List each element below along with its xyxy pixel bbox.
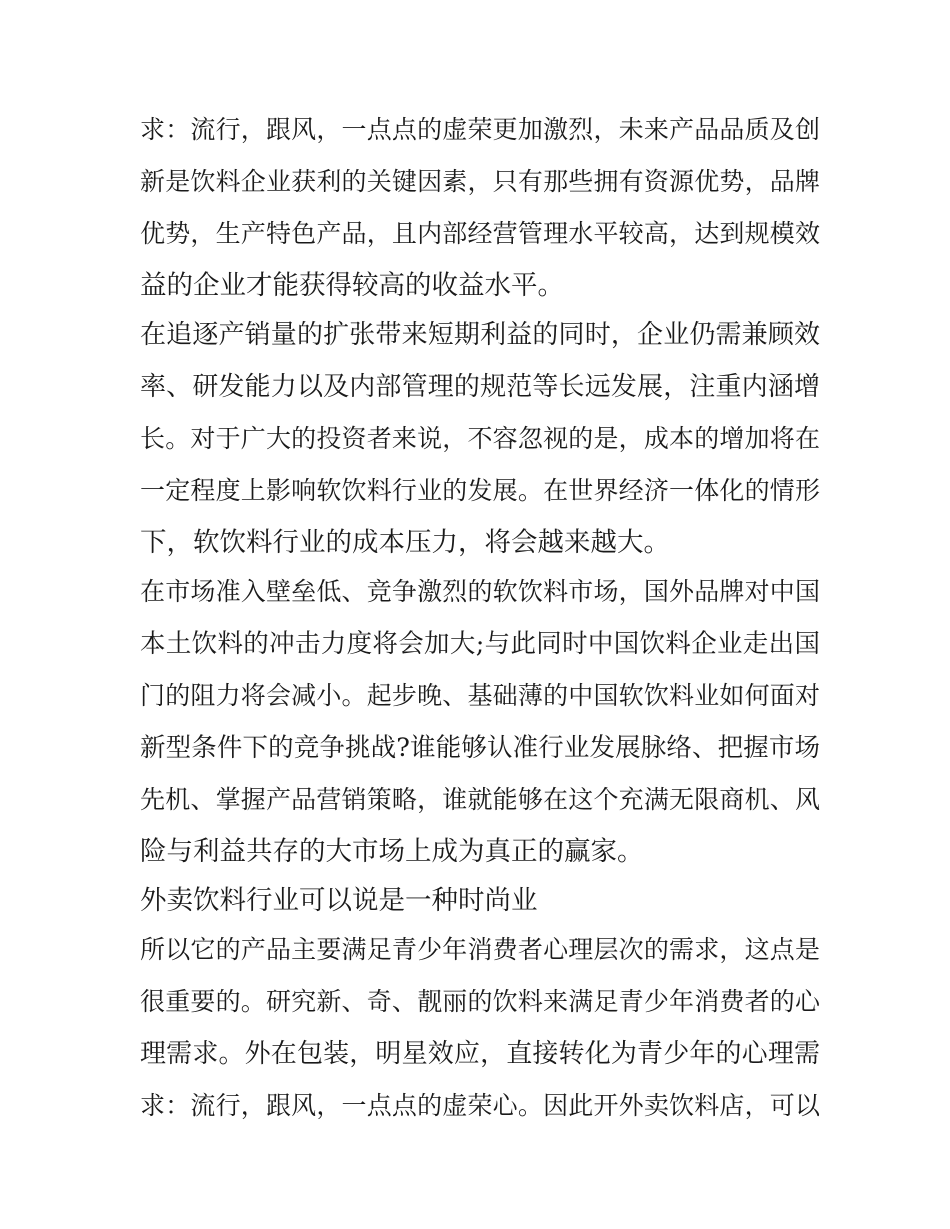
text-line: 门的阻力将会减小。起步晚、基础薄的中国软饮料业如何面对: [140, 681, 820, 710]
text-line: 下，软饮料行业的成本压力，将会越来越大。: [140, 527, 670, 558]
text-line: 求：流行，跟风，一点点的虚荣更加激烈，未来产品品质及创: [140, 115, 820, 144]
text-line: 率、研发能力以及内部管理的规范等长远发展，注重内涵增: [140, 372, 820, 402]
text-line: 新型条件下的竞争挑战?谁能够认准行业发展脉络、把握市场: [140, 733, 820, 763]
text-line: 新是饮料企业获利的关键因素，只有那些拥有资源优势，品牌: [140, 167, 820, 196]
text-line: 在追逐产销量的扩张带来短期利益的同时，企业仍需兼顾效: [140, 320, 820, 350]
text-line: 本土饮料的冲击力度将会加大;与此同时中国饮料企业走出国: [140, 629, 820, 659]
text-line: 理需求。外在包装，明星效应，直接转化为青少年的心理需: [140, 1039, 820, 1069]
text-line: 长。对于广大的投资者来说，不容忽视的是，成本的增加将在: [140, 424, 820, 453]
text-line: 优势，生产特色产品，且内部经营管理水平较高，达到规模效: [140, 219, 820, 248]
text-line: 一定程度上影响软饮料行业的发展。在世界经济一体化的情形: [140, 476, 820, 505]
text-line: 外卖饮料行业可以说是一种时尚业: [140, 885, 538, 916]
text-line: 很重要的。研究新、奇、靓丽的饮料来满足青少年消费者的心: [140, 987, 820, 1016]
text-line: 益的企业才能获得较高的收益水平。: [140, 270, 564, 301]
text-line: 求：流行，跟风，一点点的虚荣心。因此开外卖饮料店，可以: [140, 1091, 820, 1120]
text-line: 先机、掌握产品营销策略，谁就能够在这个充满无限商机、风: [140, 785, 820, 814]
text-line: 在市场准入壁垒低、竞争激烈的软饮料市场，国外品牌对中国: [140, 577, 820, 606]
text-line: 险与利益共存的大市场上成为真正的赢家。: [140, 836, 644, 867]
text-line: 所以它的产品主要满足青少年消费者心理层次的需求，这点是: [140, 935, 820, 964]
